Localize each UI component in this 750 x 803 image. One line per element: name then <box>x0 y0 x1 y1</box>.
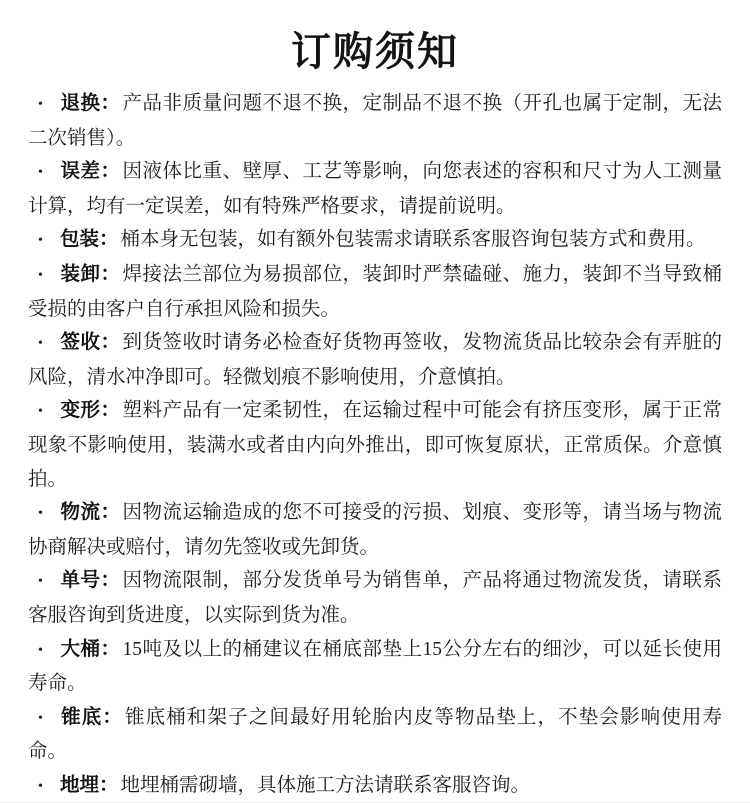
notice-item <box>28 496 722 564</box>
notice-item-text: 锥底桶和架子之间最好用轮胎内皮等物品垫上，不垫会影响使用寿命。 <box>28 706 722 763</box>
notice-item <box>28 701 722 769</box>
notice-item <box>28 769 722 803</box>
notice-item-text: 因液体比重、壁厚、工艺等影响，向您表述的容积和尺寸为人工测量计算，均有一定误差，如有特殊严格要求，请提前说明。 <box>28 161 722 217</box>
bullet-icon: • <box>38 97 43 112</box>
notice-item-label: 锥底： <box>60 706 123 728</box>
bullet-icon: • <box>38 778 43 794</box>
page-title: 订购须知 <box>291 30 459 74</box>
notice-item-label: 退换： <box>60 93 121 114</box>
bullet-icon: • <box>38 233 43 249</box>
notice-item-label: 变形： <box>60 400 121 422</box>
notice-item <box>28 394 722 496</box>
bullet-icon: • <box>38 574 43 590</box>
notice-item <box>28 223 722 258</box>
bullet-icon: • <box>38 336 43 352</box>
notice-item-text: 15吨及以上的桶建议在桶底部垫上15公分左右的细沙，可以延长使用寿命。 <box>28 638 722 695</box>
notice-item <box>28 258 722 326</box>
notice-item-label: 大桶： <box>60 638 121 660</box>
notice-item-label: 物流： <box>60 502 121 524</box>
notice-item-text: 因物流运输造成的您不可接受的污损、划痕、变形等，请当场与物流协商解决或赔付，请勿先签收或先卸货。 <box>28 502 722 558</box>
bullet-icon: • <box>38 165 43 181</box>
bullet-icon: • <box>38 710 43 726</box>
bullet-icon: • <box>38 267 43 283</box>
notice-item-text: 塑料产品有一定柔韧性，在运输过程中可能会有挤压变形，属于正常现象不影响使用，装满水或者由内向外推出，即可恢复原状，正常质保。介意慎拍。 <box>28 400 722 490</box>
notice-item-label: 地埋： <box>60 774 119 796</box>
bullet-icon: • <box>38 506 43 522</box>
notice-item-label: 签收： <box>60 332 121 354</box>
notice-item <box>28 633 722 701</box>
notice-item-text: 地埋桶需砌墙，具体施工方法请联系客服咨询。 <box>120 774 531 796</box>
notice-item <box>28 155 722 223</box>
notice-item <box>28 87 722 155</box>
notice-item-text: 因物流限制，部分发货单号为销售单，产品将通过物流发货，请联系客服咨询到货进度，以实际到货为准。 <box>28 570 722 626</box>
notice-item-label: 装卸： <box>60 263 121 285</box>
notice-item-text: 产品非质量问题不退不换，定制品不退不换（开孔也属于定制，无法二次销售）。 <box>28 93 722 149</box>
notice-item <box>28 564 722 632</box>
notice-item-text: 到货签收时请务必检查好货物再签收，发物流货品比较杂会有弄脏的风险，清水冲净即可。轻微划痕不影响使用，介意慎拍。 <box>28 332 722 388</box>
bullet-icon: • <box>38 404 43 420</box>
notice-item <box>28 326 722 394</box>
notice-item-text: 桶本身无包装，如有额外包装需求请联系客服咨询包装方式和费用。 <box>120 229 706 251</box>
notice-item-label: 误差： <box>60 161 121 183</box>
order-notice-page <box>0 26 750 803</box>
notice-item-label: 单号： <box>60 570 121 592</box>
notice-item-label: 包装： <box>60 229 119 251</box>
notice-list <box>28 87 722 803</box>
notice-item-text: 焊接法兰部位为易损部位，装卸时严禁磕碰、施力，装卸不当导致桶受损的由客户自行承担风险和损失。 <box>28 263 722 320</box>
bullet-icon: • <box>38 642 43 658</box>
